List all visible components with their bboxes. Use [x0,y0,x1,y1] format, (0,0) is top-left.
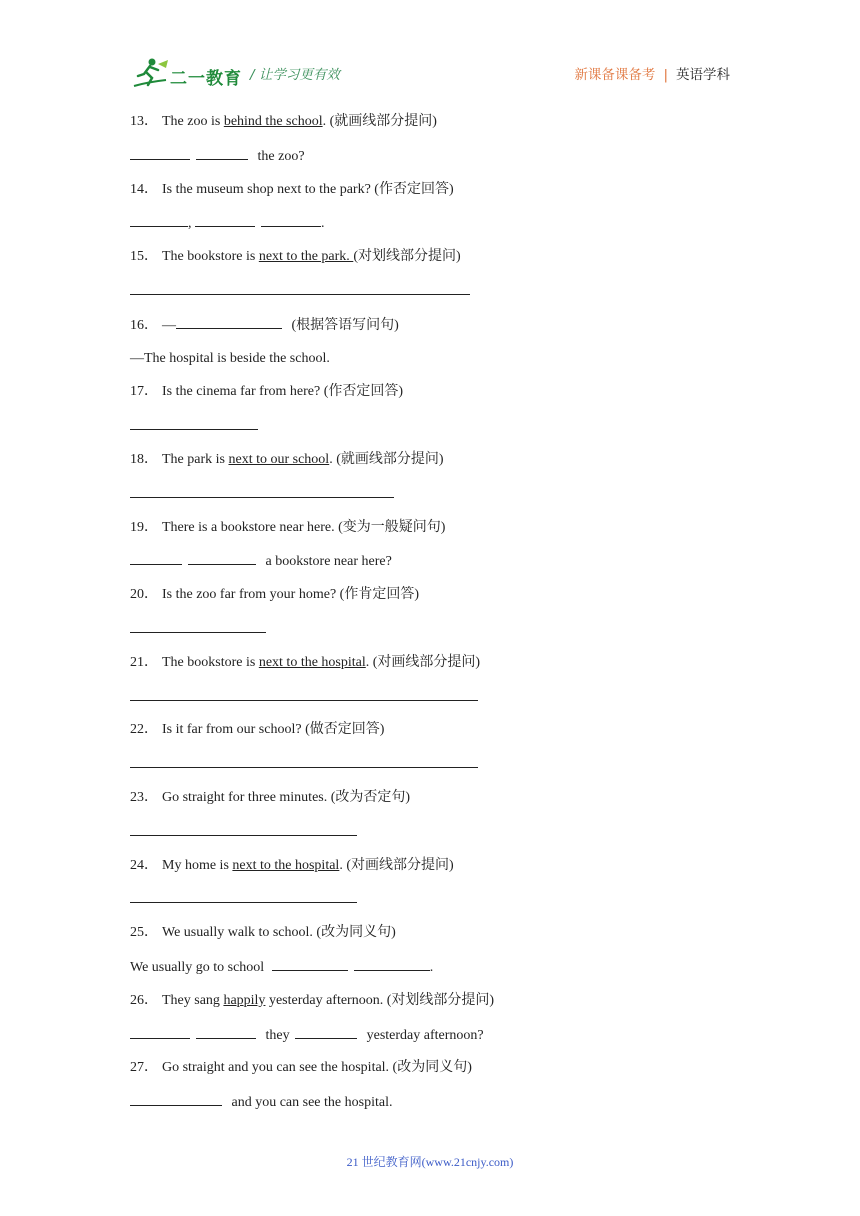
answer-blank[interactable] [130,820,357,836]
answer-text: the zoo? [254,148,305,164]
answer-text: We usually go to school [130,959,268,975]
question-15 [130,245,730,279]
dialogue-answer: —The hospital is beside the school. [130,350,330,366]
answer-blank[interactable] [196,1023,256,1039]
answer-blank[interactable] [130,414,258,430]
question-19 [130,516,730,550]
question-25 [130,921,730,955]
logo-text: 二一教育 [170,69,242,89]
answer-text: and you can see the hospital. [228,1095,393,1111]
underlined-part: next to the hospital [232,857,340,873]
dialogue-dash: — [162,317,176,333]
question-text: There is a bookstore near here. (变为一般疑问句) [162,519,446,535]
answer-20 [130,617,730,651]
answer-blank[interactable] [130,549,182,565]
question-text: We usually walk to school. (改为同义句) [162,925,396,941]
question-number: 23． [130,789,158,805]
answer-14 [130,211,730,245]
underlined-part: next to the hospital [258,654,366,670]
underlined-part: happily [223,992,266,1008]
header-subject-label: 英语学科 [676,67,730,83]
answer-13 [130,144,730,178]
question-number: 19． [130,519,158,535]
question-text: The bookstore is [162,654,259,670]
question-number: 15． [130,249,158,265]
question-number: 21． [130,654,158,670]
question-text: Is the museum shop next to the park? (作否定回答) [162,181,454,197]
question-instruction: . (对画线部分提问) [365,654,481,670]
answer-blank[interactable] [195,211,255,227]
question-text: They sang [162,992,224,1008]
answer-blank[interactable] [130,482,394,498]
answer-period: . [321,216,325,232]
answer-blank[interactable] [295,1023,357,1039]
answer-blank[interactable] [272,955,348,971]
question-number: 20． [130,587,158,603]
answer-16 [130,347,730,381]
header-separator: | [663,67,668,83]
underlined-part: next to our school [228,451,330,467]
answer-comma: , [188,216,192,232]
question-number: 13． [130,114,158,129]
answer-15 [130,279,730,313]
question-number: 17． [130,384,158,400]
answer-blank[interactable] [130,887,357,903]
question-number: 16． [130,317,158,333]
question-instruction: . (就画线部分提问) [322,114,437,129]
question-text: Go straight and you can see the hospital. (改为同义句) [162,1060,472,1076]
answer-25 [130,955,730,989]
answer-blank[interactable] [130,1023,190,1039]
question-text: Go straight for three minutes. (改为否定句) [162,789,411,805]
logo [130,56,242,90]
question-number: 24． [130,857,158,873]
question-number: 27． [130,1060,158,1076]
question-instruction: . (对画线部分提问) [339,857,454,873]
answer-text: yesterday afternoon? [363,1027,484,1043]
question-text: The zoo is [162,114,224,129]
question-text: Is the cinema far from here? (作否定回答) [162,384,404,400]
question-text: The bookstore is [162,249,259,265]
slogan: / 让学习更有效 [250,67,340,83]
question-14 [130,178,730,212]
answer-blank[interactable] [176,313,282,329]
question-instruction: yesterday afternoon. (对划线部分提问) [265,992,495,1008]
answer-blank[interactable] [130,617,266,633]
runner-logo-icon [130,56,170,90]
answer-blank[interactable] [130,685,478,701]
answer-period: . [429,959,434,975]
page-header [130,56,730,96]
answer-24 [130,887,730,921]
question-number: 22． [130,722,158,738]
question-23 [130,786,730,820]
answer-17 [130,414,730,448]
answer-blank[interactable] [354,955,430,971]
header-course-label: 新课备课备考 [574,67,656,83]
question-text: My home is [162,857,233,873]
question-27 [130,1056,730,1090]
underlined-part: behind the school [223,114,323,129]
question-text: Is it far from our school? (做否定回答) [162,722,385,738]
question-instruction: (对划线部分提问) [353,249,461,265]
question-number: 18． [130,451,158,467]
question-number: 25． [130,925,158,941]
answer-text: a bookstore near here? [262,554,392,570]
exercise-list [130,110,730,1124]
question-text: The park is [162,451,229,467]
answer-blank[interactable] [130,279,470,295]
header-subject [574,63,730,83]
question-instruction: . (就画线部分提问) [329,451,444,467]
question-21 [130,651,730,685]
answer-blank[interactable] [130,1090,222,1106]
underlined-part: next to the park. [258,249,354,265]
question-26 [130,989,730,1023]
answer-23 [130,820,730,854]
answer-blank[interactable] [196,144,248,160]
question-number: 14． [130,181,158,197]
answer-blank[interactable] [130,752,478,768]
question-20 [130,583,730,617]
answer-27 [130,1090,730,1124]
answer-blank[interactable] [130,144,190,160]
question-16 [130,313,730,347]
answer-blank[interactable] [188,549,256,565]
question-22 [130,718,730,752]
answer-19 [130,549,730,583]
question-number: 26． [130,992,158,1008]
question-text: Is the zoo far from your home? (作肯定回答) [162,587,419,603]
question-18 [130,448,730,482]
answer-blank[interactable] [261,211,321,227]
answer-21 [130,685,730,719]
question-instruction: (根据答语写问句) [288,317,399,333]
answer-18 [130,482,730,516]
page-footer[interactable]: 21 世纪教育网(www.21cnjy.com) [346,1155,514,1169]
answer-text: they [262,1027,294,1043]
answer-blank[interactable] [130,211,188,227]
question-13 [130,110,730,144]
answer-26 [130,1023,730,1057]
answer-22 [130,752,730,786]
question-17 [130,380,730,414]
question-24 [130,854,730,888]
